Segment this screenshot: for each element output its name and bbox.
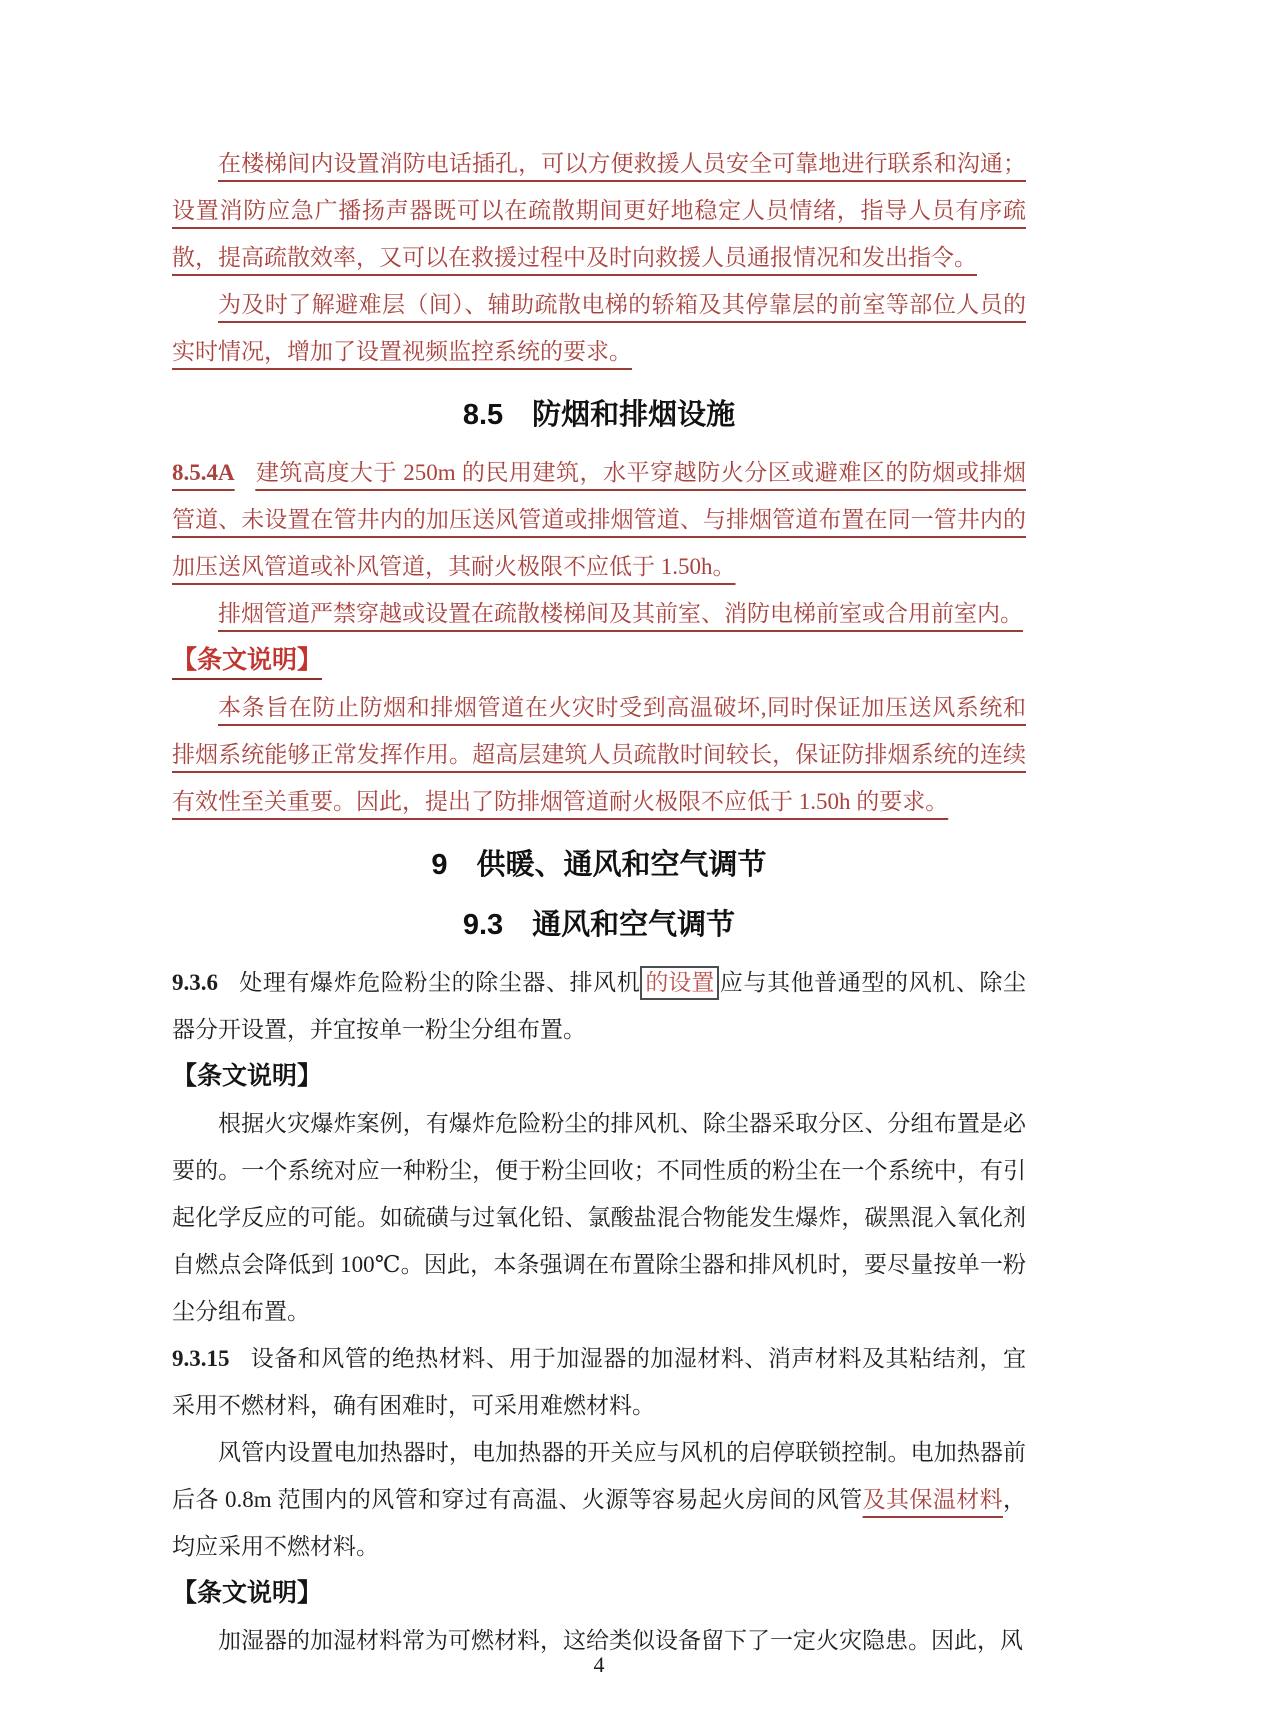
clause-text-8-5-4A: 建筑高度大于 250m 的民用建筑，水平穿越防火分区或避难区的防烟或排烟管道、未设置在管井内的加压送风管道或排烟管道、与排烟管道布置在同一管井内的加压送风管道或补风管道，其耐火极限不应低于 1.50h。 (172, 460, 1026, 579)
clause-text-9-3-15: 设备和风管的绝热材料、用于加湿器的加湿材料、消声材料及其粘结剂，宜采用不燃材料，确有困难时，可采用难燃材料。 (172, 1346, 1026, 1418)
clause-number-8-5-4A: 8.5.4A (172, 460, 235, 485)
paragraph-video-monitoring: 为及时了解避难层（间）、辅助疏散电梯的轿箱及其停靠层的前室等部位人员的实时情况，增加了设置视频监控系统的要求。 (172, 292, 1026, 364)
heading-section-9-3: 9.3 通风和空气调节 (462, 909, 736, 941)
clause-9-3-15-paragraph-2 (172, 1429, 1026, 1570)
revision-insert-box: 的设置 (640, 966, 719, 1000)
explanation-label-8-5-4A: 【条文说明】 (172, 646, 323, 674)
page-number: 4 (593, 1652, 605, 1677)
clause-number-9-3-15: 9.3.15 (172, 1346, 230, 1371)
clause-9-3-6 (172, 959, 1026, 1053)
clause-number-9-3-6: 9.3.6 (172, 970, 218, 995)
clause-9-3-15-para2-before: 风管内设置电加热器时，电加热器的开关应与风机的启停联锁控制。电加热器前后各 0.8m 范围内的风管和穿过有高温、火源等容易起火房间的风管 (172, 1440, 1026, 1512)
explanation-text-9-3-15: 加湿器的加湿材料常为可燃材料，这给类似设备留下了一定火灾隐患。因此，风 (218, 1628, 1023, 1653)
paragraph-fire-phone-jack: 在楼梯间内设置消防电话插孔，可以方便救援人员安全可靠地进行联系和沟通；设置消防应急广播扬声器既可以在疏散期间更好地稳定人员情绪，指导人员有序疏散，提高疏散效率，又可以在救援过程中及时向救援人员通报情况和发出指令。 (172, 151, 1026, 270)
clause-text-9-3-6-after-box: 应与其他普通型的风机、除尘器分开设置，并宜按单一粉尘分组布置。 (172, 970, 1027, 1042)
heading-chapter-9: 9 供暖、通风和空气调节 (431, 849, 767, 881)
explanation-text-9-3-6: 根据火灾爆炸案例，有爆炸危险粉尘的排风机、除尘器采取分区、分组布置是必要的。一个系统对应一种粉尘，便于粉尘回收；不同性质的粉尘在一个系统中，有引起化学反应的可能。如硫磺与过氧化铅、氯酸盐混合物能发生爆炸，碳黑混入氧化剂自燃点会降低到 100℃。因此，本条强调在布置除尘器和排风机时，要尽量按单一粉尘分组布置。 (172, 1111, 1026, 1324)
clause-text-9-3-6-before-box: 处理有爆炸危险粉尘的除尘器、排风机 (238, 970, 641, 995)
clause-9-3-15 (172, 1335, 1026, 1429)
clause-8-5-4A (172, 449, 1026, 590)
explanation-label-9-3-6: 【条文说明】 (172, 1062, 323, 1090)
revision-underline-insert: 及其保温材料 (862, 1487, 1004, 1512)
explanation-label-9-3-15: 【条文说明】 (172, 1579, 323, 1607)
clause-9-3-15-para2-after: ，均应采用不燃材料。 (172, 1487, 1027, 1559)
clause-8-5-4A-paragraph-2: 排烟管道严禁穿越或设置在疏散楼梯间及其前室、消防电梯前室或合用前室内。 (218, 601, 1023, 626)
explanation-text-8-5-4A: 本条旨在防止防烟和排烟管道在火灾时受到高温破坏,同时保证加压送风系统和排烟系统能够正常发挥作用。超高层建筑人员疏散时间较长，保证防排烟系统的连续有效性至关重要。因此，提出了防排烟管道耐火极限不应低于 1.50h 的要求。 (172, 695, 1026, 814)
page-content (172, 140, 1026, 1664)
heading-section-8-5: 8.5 防烟和排烟设施 (462, 399, 736, 431)
